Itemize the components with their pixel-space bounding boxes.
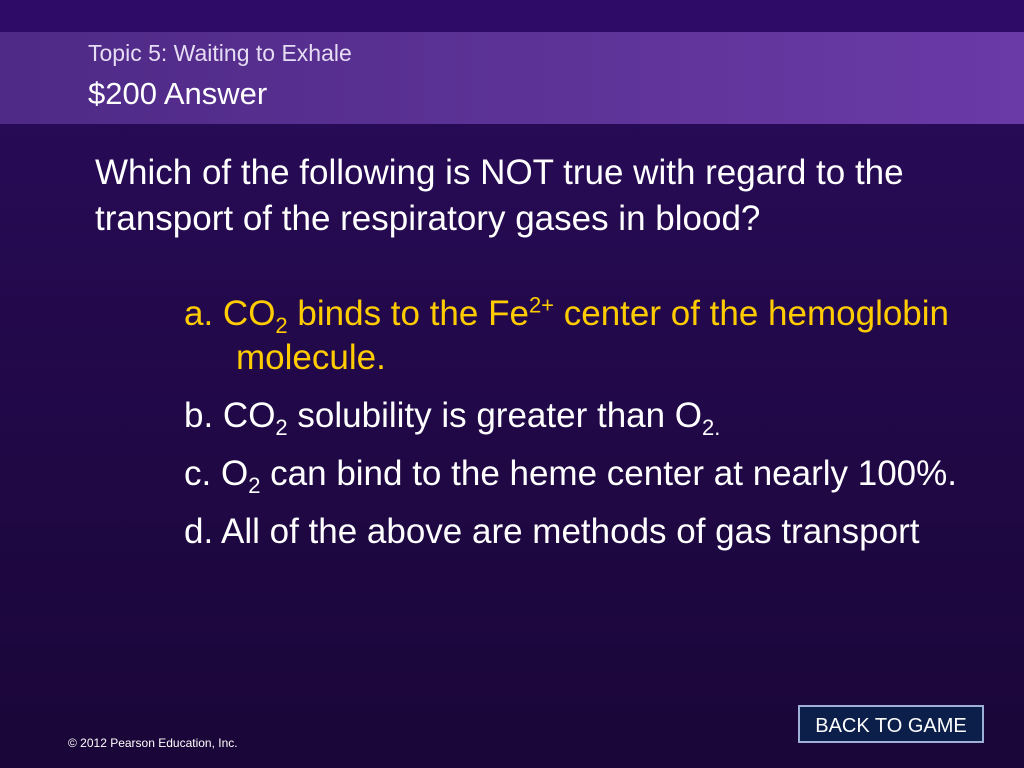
option-b: b. $CO_2$ solubility is greater than $O_{2.}$ (184, 396, 721, 440)
answer-options (184, 292, 964, 568)
option-c: c. $O_2$ can bind to the heme center at nearly 100%. (184, 454, 957, 498)
back-to-game-button[interactable]: BACK TO GAME (798, 705, 984, 743)
option-a: a. $CO_2$ binds to the $Fe^{2+}$ center of the hemoglobin molecule. (184, 292, 950, 377)
copyright-notice: © 2012 Pearson Education, Inc. (68, 736, 238, 750)
option-d: d. All of the above are methods of gas transport (184, 512, 920, 551)
topic-title: Topic 5: Waiting to Exhale (88, 40, 352, 66)
question-text: Which of the following is NOT true with regard to the transport of the respiratory gases in blood? (95, 153, 904, 238)
top-band (0, 0, 1024, 32)
answer-value-title: $200 Answer (88, 76, 268, 111)
